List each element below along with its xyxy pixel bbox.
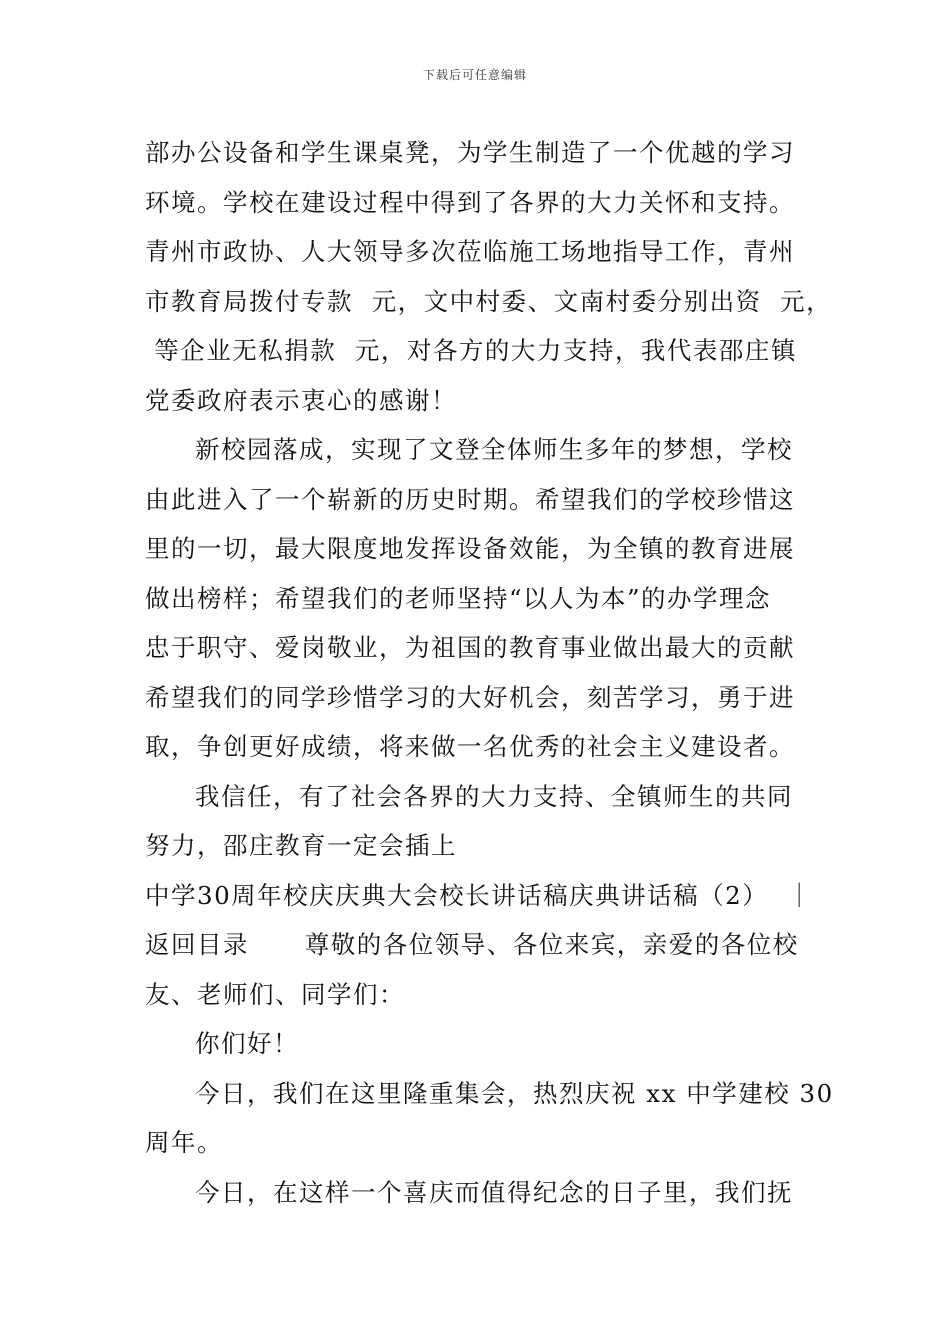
paragraph-start-line: 你们好！ bbox=[195, 1029, 299, 1058]
text-line: 等企业无私捐款 元，对各方的大力支持，我代表邵庄镇 bbox=[145, 336, 797, 365]
text-line: 市教育局拨付专款 元，文中村委、文南村委分别出资 元， bbox=[145, 286, 833, 316]
text-line: 取，争创更好成绩，将来做一名优秀的社会主义建设者。 bbox=[145, 732, 795, 761]
section-title-line: 中学30周年校庆庆典大会校长讲话稿庆典讲话稿（2） ｜ bbox=[145, 880, 813, 910]
text-line: 希望我们的同学珍惜学习的大好机会，刻苦学习，勇于进 bbox=[145, 682, 795, 712]
paragraph-start-line: 今日，在这样一个喜庆而值得纪念的日子里，我们抚 bbox=[195, 1177, 793, 1207]
document-body bbox=[145, 128, 834, 1217]
text-line: 忠于职守、爱岗敬业，为祖国的教育事业做出最大的贡献 bbox=[145, 633, 795, 662]
text-line: 里的一切，最大限度地发挥设备效能，为全镇的教育进展 bbox=[145, 534, 795, 563]
text-line: 返回目录 尊敬的各位领导、各位来宾，亲爱的各位校 bbox=[145, 930, 799, 959]
text-line: 部办公设备和学生课桌凳，为学生制造了一个优越的学习 bbox=[145, 138, 795, 167]
text-line: 青州市政协、人大领导多次莅临施工场地指导工作，青州 bbox=[145, 237, 795, 266]
text-line: 环境。学校在建设过程中得到了各界的大力关怀和支持。 bbox=[145, 187, 795, 217]
text-line: 友、老师们、同学们： bbox=[145, 979, 405, 1009]
text-line: 周年。 bbox=[145, 1128, 223, 1157]
paragraph-start-line: 新校园落成，实现了文登全体师生多年的梦想，学校 bbox=[195, 435, 793, 464]
text-line: 做出榜样；希望我们的老师坚持“以人为本”的办学理念 bbox=[145, 583, 772, 613]
paragraph-start-line: 今日，我们在这里隆重集会，热烈庆祝 xx 中学建校 30 bbox=[195, 1078, 834, 1108]
text-line: 由此进入了一个崭新的历史时期。希望我们的学校珍惜这 bbox=[145, 484, 795, 514]
page-header: 下载后可任意编辑 bbox=[422, 68, 527, 82]
text-line: 党委政府表示衷心的感谢！ bbox=[145, 385, 457, 415]
text-line: 努力，邵庄教育一定会插上 bbox=[145, 831, 457, 860]
paragraph-start-line: 我信任，有了社会各界的大力支持、全镇师生的共同 bbox=[195, 781, 793, 811]
